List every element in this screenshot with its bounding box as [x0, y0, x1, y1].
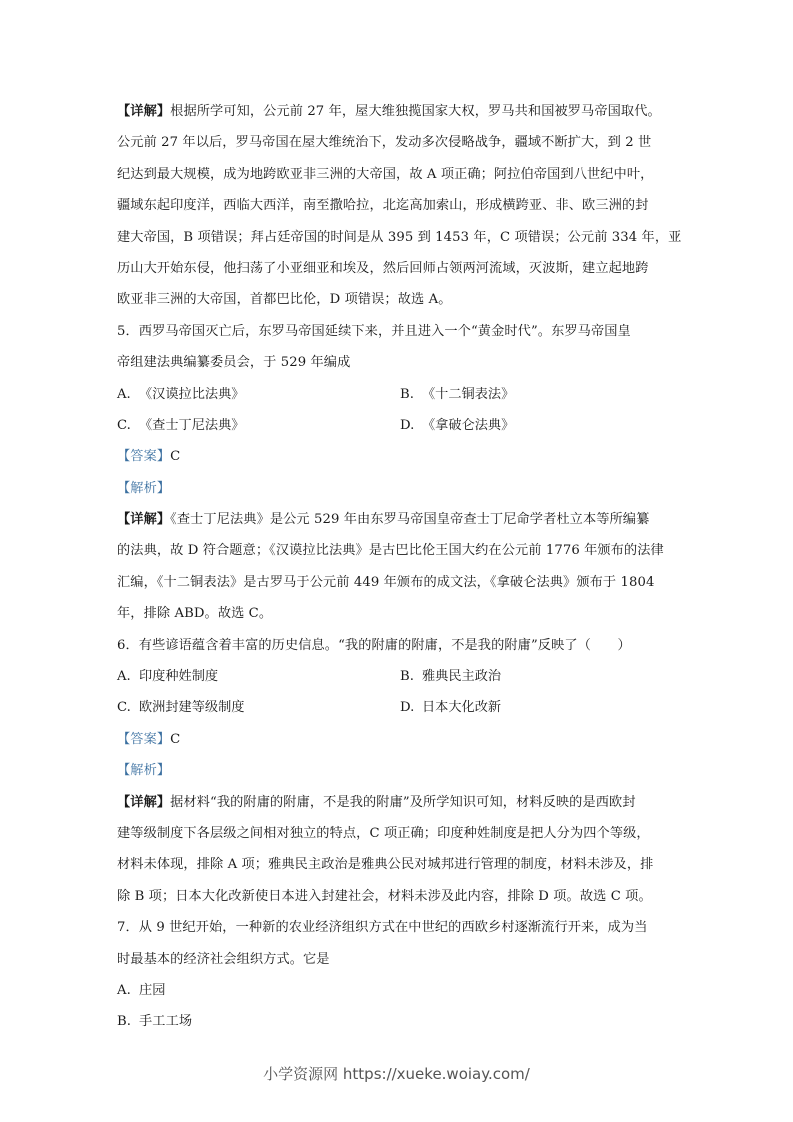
question-stem: 时最基本的经济社会组织方式。它是 — [117, 951, 330, 967]
detail-tag: 【详解】 — [117, 512, 171, 528]
text-line: 【详解】《查士丁尼法典》是公元 529 年由东罗马帝国皇帝查士丁尼命学者杜立本等所编纂 — [117, 512, 650, 528]
question-stem: 7．从 9 世纪开始，一种新的农业经济组织方式在中世纪的西欧乡村逐渐流行开来，成为当 — [117, 920, 648, 936]
text-line: 公元前 27 年以后，罗马帝国在屋大维统治下，发动多次侵略战争，疆域不断扩大，到 2 世 — [117, 135, 652, 151]
question-7 — [117, 912, 683, 1038]
footer-watermark: 小学资源网 https://xueke.woiay.com/ — [263, 1065, 530, 1083]
text-line: 欧亚非三洲的大帝国，首都巴比伦，D 项错误；故选 A。 — [117, 292, 452, 308]
option-a: A. 《汉谟拉比法典》 — [117, 386, 245, 402]
analysis-line — [117, 473, 683, 504]
options-row — [117, 692, 683, 723]
question-stem: 5．西罗马帝国灭亡后，东罗马帝国延续下来，并且进入一个“黄金时代”。东罗马帝国皇 — [117, 323, 631, 339]
text-line: 建大帝国，B 项错误；拜占廷帝国的时间是从 395 到 1453 年，C 项错误；公元前 334 年，亚 — [117, 229, 682, 245]
answer-line — [117, 724, 683, 755]
answer-value: C — [170, 449, 181, 465]
option-c: C. 欧洲封建等级制度 — [117, 700, 245, 716]
question-5 — [117, 316, 683, 630]
option-c: C. 《查士丁尼法典》 — [117, 417, 245, 433]
options-row — [117, 410, 683, 441]
question-6 — [117, 630, 683, 913]
text-line: 年，排除 ABD。故选 C。 — [117, 606, 273, 622]
text-line: 【详解】据材料“我的附庸的附庸，不是我的附庸”及所学知识可知，材料反映的是西欧封 — [117, 794, 636, 810]
question-stem: 帝组建法典编纂委员会，于 529 年编成 — [117, 355, 351, 371]
text-line: 汇编，《十二铜表法》是古罗马于公元前 449 年颁布的成文法，《拿破仑法典》颁布于 1804 — [117, 574, 655, 590]
option-d: D. 日本大化改新 — [400, 700, 502, 716]
analysis-tag: 【解析】 — [117, 480, 171, 496]
options-row — [117, 379, 683, 410]
option-d: D. 《拿破仑法典》 — [400, 417, 515, 433]
option-a: A. 印度种姓制度 — [117, 669, 219, 685]
answer-line — [117, 441, 683, 472]
text-line: 材料未体现，排除 A 项；雅典民主政治是雅典公民对城邦进行管理的制度，材料未涉及，排 — [117, 857, 654, 873]
text-line: 建等级制度下各层级之间相对独立的特点，C 项正确；印度种姓制度是把人分为四个等级， — [117, 825, 650, 841]
text-line: 除 B 项；日本大化改新使日本进入封建社会，材料未涉及此内容，排除 D 项。故选 C 项。 — [117, 888, 652, 904]
option-b: B. 手工工场 — [117, 1014, 193, 1030]
answer-tag: 【答案】 — [117, 731, 171, 747]
text-line: 【详解】根据所学可知，公元前 27 年，屋大维独揽国家大权，罗马共和国被罗马帝国取代。 — [117, 104, 661, 119]
detail-tag: 【详解】 — [117, 794, 171, 810]
analysis-line — [117, 755, 683, 786]
question-stem: 6．有些谚语蕴含着丰富的历史信息。“我的附庸的附庸，不是我的附庸”反映了（ ） — [117, 637, 631, 653]
options-row — [117, 661, 683, 692]
option-b: B. 《十二铜表法》 — [400, 386, 515, 402]
option-a: A. 庄园 — [117, 982, 166, 998]
text-line: 历山大开始东侵，他扫荡了小亚细亚和埃及，然后回师占领两河流域，灭波斯，建立起地跨 — [117, 260, 649, 276]
detail-tag: 【详解】 — [117, 104, 171, 119]
text-line: 的法典，故 D 符合题意；《汉谟拉比法典》是古巴比伦王国大约在公元前 1776 年颁布的法律 — [117, 543, 664, 559]
text-line: 纪达到最大规模，成为地跨欧亚非三洲的大帝国，故 A 项正确；阿拉伯帝国到八世纪中叶， — [117, 166, 654, 182]
q4-detail — [117, 96, 683, 316]
text-line: 疆域东起印度洋，西临大西洋，南至撒哈拉，北迄高加索山，形成横跨亚、非、欧三洲的封 — [117, 198, 649, 214]
option-b: B. 雅典民主政治 — [400, 669, 502, 685]
document-page — [117, 96, 683, 1038]
answer-value: C — [170, 731, 181, 747]
analysis-tag: 【解析】 — [117, 763, 171, 779]
answer-tag: 【答案】 — [117, 449, 171, 465]
